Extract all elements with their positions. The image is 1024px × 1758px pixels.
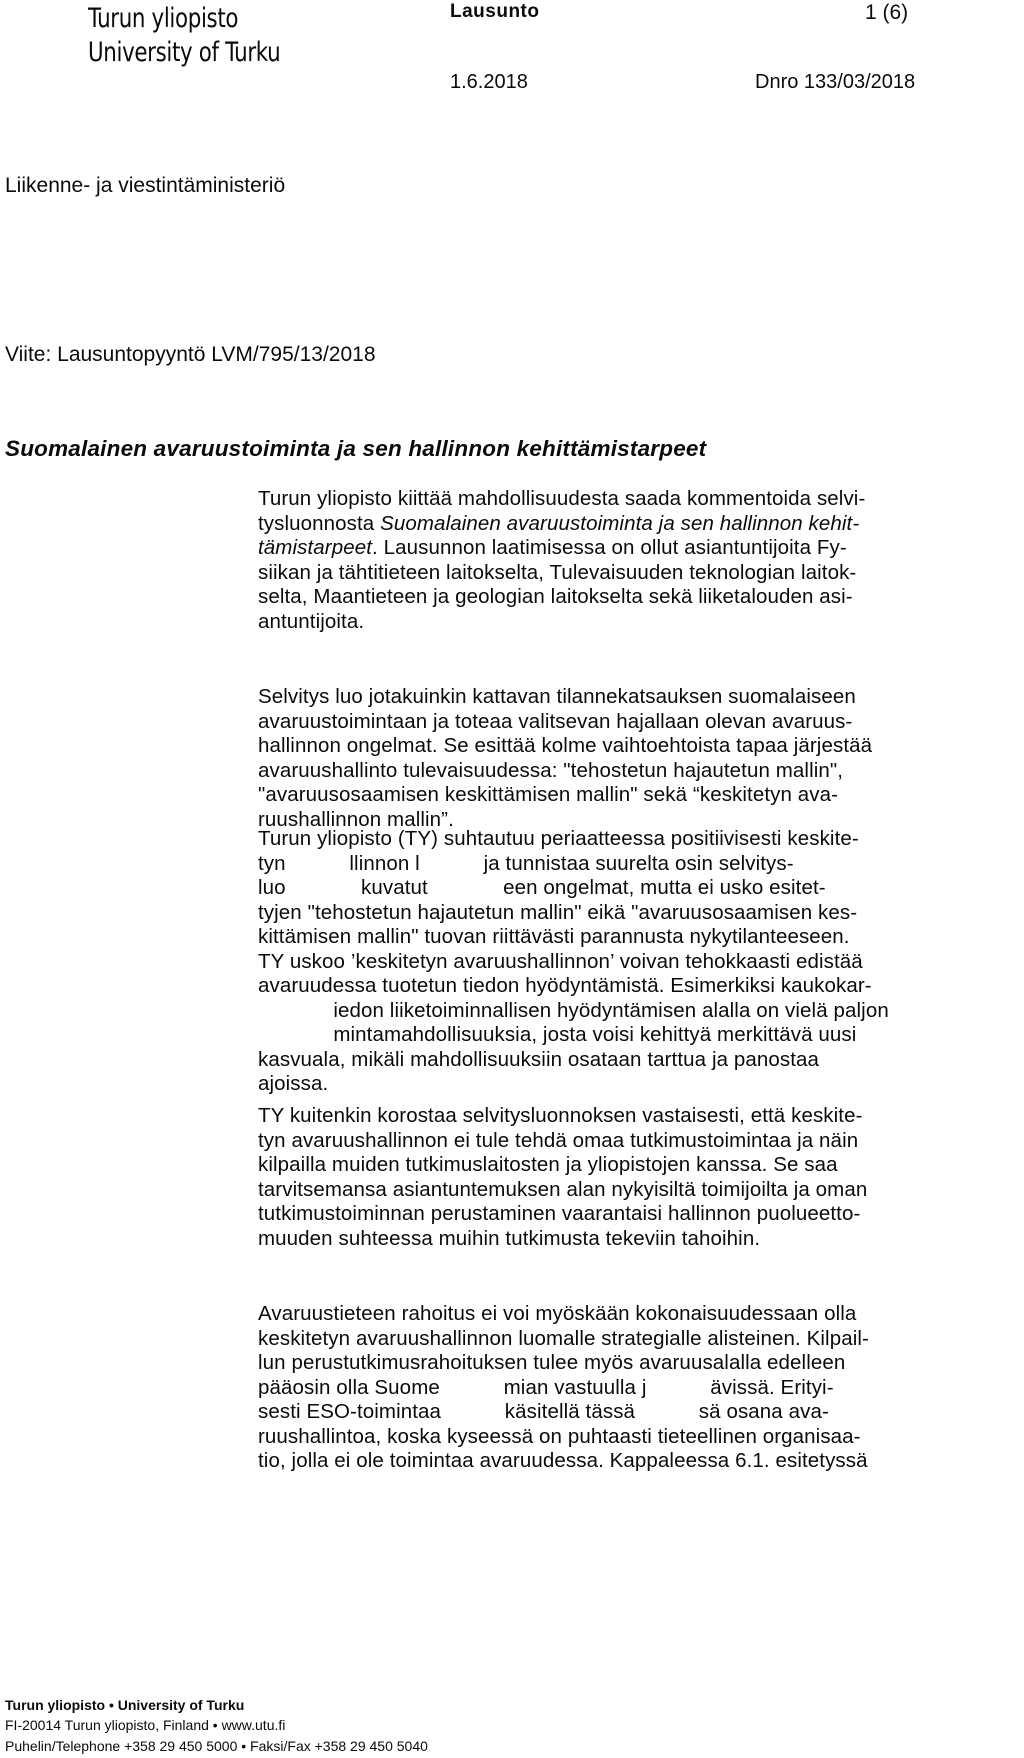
footer-phone: Puhelin/Telephone +358 29 450 5000 • Faksi/Fax +358 29 450 5040 (5, 1738, 428, 1754)
paragraph-3 (258, 827, 928, 1097)
text-line: tyn avaruushallinnon ei tule tehdä omaa tutkimustoimintaa ja näin (258, 1128, 859, 1152)
paragraph-5 (258, 1302, 928, 1474)
university-logo-english: University of Turku (88, 37, 281, 68)
report-title-italic: Suomalainen avaruustoiminta ja sen hallinnon kehit- (380, 511, 860, 535)
text-line: kilpailla muiden tutkimuslaitosten ja yliopistojen kanssa. Se saa (258, 1153, 838, 1176)
text-line: tio, jolla ei ole toimintaa avaruudessa. Kappaleessa 6.1. esitetyssä (258, 1449, 868, 1472)
text-line: pääosin olla Suome mian vastuulla j ävissä. Erityi- (258, 1375, 834, 1399)
statement-title: Suomalainen avaruustoiminta ja sen hallinnon kehittämistarpeet (5, 436, 707, 461)
paragraph-1 (258, 487, 928, 634)
text-line: keskitetyn avaruushallinnon luomalle strategialle alisteinen. Kilpail- (258, 1326, 869, 1350)
footer-organization: Turun yliopisto • University of Turku (5, 1697, 245, 1713)
reference-line: Viite: Lausuntopyyntö LVM/795/13/2018 (5, 343, 376, 366)
text-line: lun perustutkimusrahoituksen tulee myös avaruusalalla edelleen (258, 1351, 846, 1374)
text-line (258, 536, 928, 561)
text-line: ruushallinnon mallin”. (258, 807, 454, 831)
document-type: Lausunto (450, 1, 540, 22)
text-line: "avaruusosaamisen keskittämisen mallin" sekä “keskitetyn ava- (258, 783, 839, 806)
text-line (258, 512, 928, 537)
document-date: 1.6.2018 (450, 71, 528, 93)
text-line: Turun yliopisto (TY) suhtautuu periaatteessa positiivisesti keskite- (258, 827, 859, 850)
text-line: iedon liiketoiminnallisen hyödyntämisen alalla on vielä paljon (258, 998, 889, 1022)
text-line: muuden suhteessa muihin tutkimusta tekeviin tahoihin. (258, 1226, 761, 1250)
text-line: antuntijoita. (258, 609, 365, 633)
text-line: avaruustoimintaan ja toteaa valitsevan hajallaan olevan avaruus- (258, 709, 853, 733)
text-line: Avaruustieteen rahoitus ei voi myöskään kokonaisuudessaan olla (258, 1302, 857, 1325)
text-line: Turun yliopisto kiittää mahdollisuudesta saada kommentoida selvi- (258, 487, 866, 510)
text-line: tutkimustoiminnan perustaminen vaarantaisi hallinnon puolueetto- (258, 1202, 861, 1225)
text-run: tysluonnosta (258, 511, 381, 535)
text-line: kittämisen mallin" tuovan riittävästi parannusta nykytilanteeseen. (258, 925, 850, 948)
text-line: ruushallintoa, koska kyseessä on puhtaasti tieteellinen organisaa- (258, 1424, 861, 1448)
text-line: avaruudessa tuotetun tiedon hyödyntämistä. Esimerkiksi kaukokar- (258, 974, 872, 997)
footer-address: FI-20014 Turun yliopisto, Finland • www.utu.fi (5, 1717, 286, 1733)
page-number: 1 (6) (865, 1, 909, 24)
text-line: tyjen "tehostetun hajautetun mallin" eikä "avaruusosaamisen kes- (258, 900, 858, 924)
text-line: TY kuitenkin korostaa selvitysluonnoksen vastaisesti, että keskite- (258, 1104, 863, 1127)
text-line: tarvitsemansa asiantuntemuksen alan nykyisiltä toimijoilta ja oman (258, 1177, 868, 1201)
text-line: siikan ja tähtitieteen laitokselta, Tulevaisuuden teknologian laitok- (258, 560, 857, 584)
text-line: selta, Maantieteen ja geologian laitokselta sekä liiketalouden asi- (258, 585, 853, 608)
paragraph-4 (258, 1104, 928, 1251)
text-run: . Lausunnon laatimisessa on ollut asiantuntijoita Fy- (372, 536, 847, 559)
text-line: hallinnon ongelmat. Se esittää kolme vaihtoehtoista tapaa järjestää (258, 734, 873, 757)
text-line: tyn llinnon l ja tunnistaa suurelta osin selvitys- (258, 851, 794, 875)
paragraph-2 (258, 685, 928, 832)
recipient: Liikenne- ja viestintäministeriö (5, 174, 286, 197)
text-line: mintamahdollisuuksia, josta voisi kehittyä merkittävä uusi (258, 1023, 857, 1046)
text-line: avaruushallinto tulevaisuudessa: "tehostetun hajautetun mallin", (258, 758, 844, 782)
text-line: sesti ESO-toimintaa käsitellä tässä sä osana ava- (258, 1400, 829, 1423)
university-logo-finnish: Turun yliopisto (88, 3, 239, 34)
text-line: TY uskoo ’keskitetyn avaruushallinnon’ voivan tehokkaasti edistää (258, 949, 863, 973)
text-line: luo kuvatut een ongelmat, mutta ei usko esitet- (258, 876, 826, 899)
record-number: Dnro 133/03/2018 (755, 71, 916, 93)
text-line: ajoissa. (258, 1072, 329, 1095)
report-title-italic: tämistarpeet (258, 536, 372, 559)
text-line: Selvitys luo jotakuinkin kattavan tilannekatsauksen suomalaiseen (258, 685, 856, 708)
text-line: kasvuala, mikäli mahdollisuuksiin osataan tarttua ja panostaa (258, 1047, 820, 1071)
